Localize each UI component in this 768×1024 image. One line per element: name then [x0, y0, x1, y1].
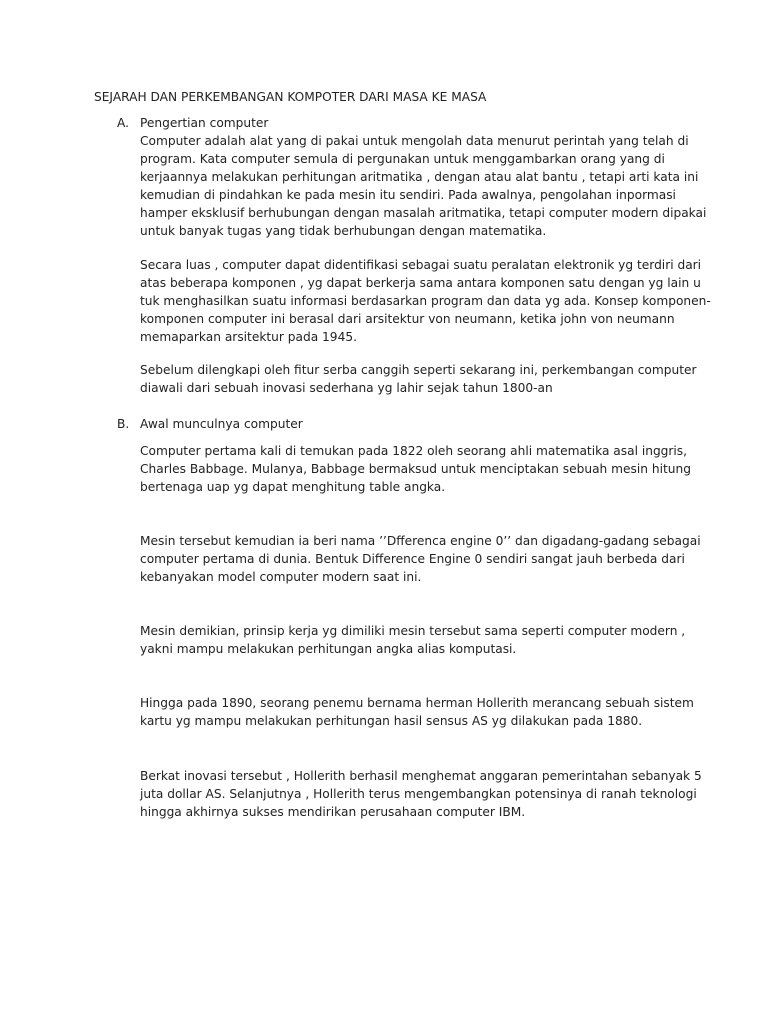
- text-line: kebanyakan model computer modern saat ini.: [140, 570, 422, 584]
- document-title: SEJARAH DAN PERKEMBANGAN KOMPOTER DARI MASA KE MASA: [94, 90, 487, 104]
- section-a-marker: A.: [117, 116, 129, 130]
- text-line: Sebelum dilengkapi oleh fitur serba canggih seperti sekarang ini, perkembangan computer: [140, 363, 697, 377]
- text-line: diawali dari sebuah inovasi sederhana yg lahir sejak tahun 1800-an: [140, 381, 553, 395]
- text-line: kerjaannya melakukan perhitungan aritmatika , dengan atau alat bantu , tetapi arti kata ini: [140, 170, 699, 184]
- section-a-heading: Pengertian computer: [140, 116, 269, 130]
- section-b-paragraph-5: [140, 767, 702, 821]
- section-b-paragraph-2: [140, 532, 701, 586]
- section-a-paragraph-2: [140, 256, 711, 346]
- text-line: Mesin demikian, prinsip kerja yg dimiliki mesin tersebut sama seperti computer modern ,: [140, 624, 686, 638]
- text-line: memaparkan arsitektur pada 1945.: [140, 330, 357, 344]
- text-line: Hingga pada 1890, seorang penemu bernama herman Hollerith merancang sebuah sistem: [140, 696, 694, 710]
- section-a-paragraph-1: [140, 132, 706, 240]
- section-b-paragraph-4: [140, 694, 694, 730]
- text-line: tuk menghasilkan suatu informasi berdasarkan program dan data yg ada. Konsep komponen-: [140, 294, 711, 308]
- text-line: Computer adalah alat yang di pakai untuk mengolah data menurut perintah yang telah di: [140, 134, 689, 148]
- text-line: kartu yg mampu melakukan perhitungan hasil sensus AS yg dilakukan pada 1880.: [140, 714, 643, 728]
- section-b-paragraph-3: [140, 622, 685, 658]
- text-line: bertenaga uap yg dapat menghitung table angka.: [140, 480, 446, 494]
- section-b-paragraph-1: [140, 442, 691, 496]
- text-line: juta dollar AS. Selanjutnya , Hollerith terus mengembangkan potensinya di ranah teknologi: [140, 787, 697, 801]
- text-line: kemudian di pindahkan ke pada mesin itu sendiri. Pada awalnya, pengolahan inpormasi: [140, 188, 676, 202]
- text-line: computer pertama di dunia. Bentuk Difference Engine 0 sendiri sangat jauh berbeda dari: [140, 552, 685, 566]
- text-line: hingga akhirnya sukses mendirikan perusahaan computer IBM.: [140, 805, 526, 819]
- text-line: Computer pertama kali di temukan pada 1822 oleh seorang ahli matematika asal inggris,: [140, 444, 688, 458]
- text-line: komponen computer ini berasal dari arsitektur von neumann, ketika john von neumann: [140, 312, 675, 326]
- text-line: untuk banyak tugas yang tidak berhubungan dengan matematika.: [140, 224, 547, 238]
- text-line: Berkat inovasi tersebut , Hollerith berhasil menghemat anggaran pemerintahan sebanyak 5: [140, 769, 702, 783]
- section-b-heading: Awal munculnya computer: [140, 417, 303, 431]
- text-line: Mesin tersebut kemudian ia beri nama ’’Dfferenca engine 0’’ dan digadang-gadang sebagai: [140, 534, 701, 548]
- text-line: yakni mampu melakukan perhitungan angka alias komputasi.: [140, 642, 517, 656]
- text-line: hamper eksklusif berhubungan dengan masalah aritmatika, tetapi computer modern dipakai: [140, 206, 707, 220]
- text-line: program. Kata computer semula di pergunakan untuk menggambarkan orang yang di: [140, 152, 665, 166]
- section-b-marker: B.: [117, 417, 130, 431]
- text-line: atas beberapa komponen , yg dapat berkerja sama antara komponen satu dengan yg lain u: [140, 276, 701, 290]
- text-line: Charles Babbage. Mulanya, Babbage bermaksud untuk menciptakan sebuah mesin hitung: [140, 462, 691, 476]
- text-line: Secara luas , computer dapat didentifikasi sebagai suatu peralatan elektronik yg terdiri dari: [140, 258, 702, 272]
- section-a-paragraph-3: [140, 361, 697, 397]
